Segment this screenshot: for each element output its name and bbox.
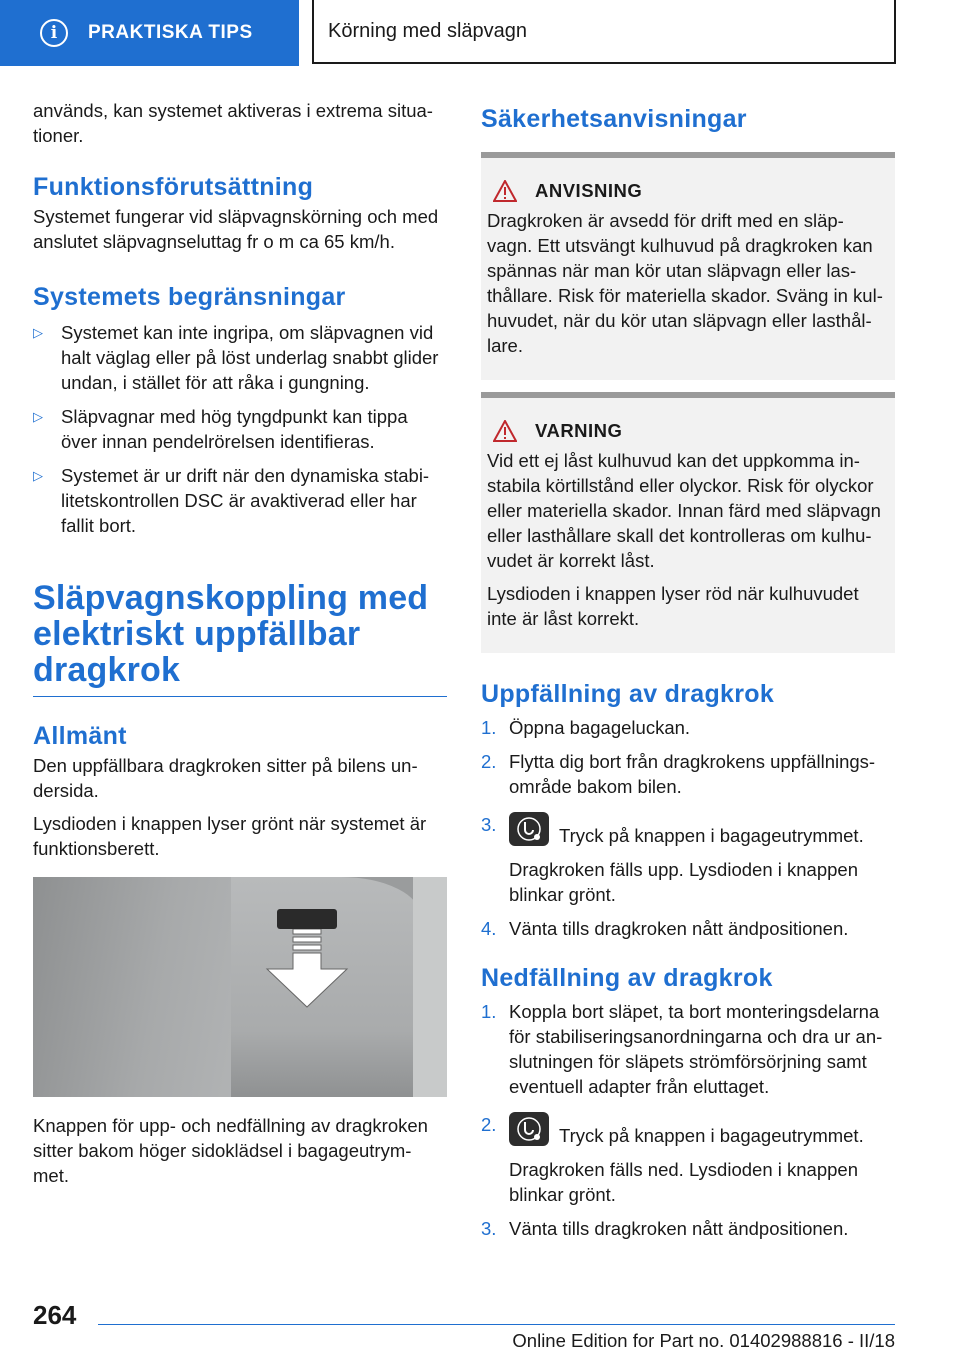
warning-box <box>481 392 895 653</box>
heading-begransningar: Systemets begränsningar <box>33 283 346 311</box>
edition-text: Online Edition for Part no. 01402988816 - II/18 <box>512 1330 895 1351</box>
notice-box <box>481 152 895 380</box>
tow-hook-button-icon <box>509 1112 549 1146</box>
limits-list <box>33 320 447 538</box>
list-item: 2. Tryck på knappen i bagageutrymmet. Dragkroken fälls ned. Lysdioden i knappen blinkar grönt. <box>481 1114 864 1205</box>
heading-nedfallning: Nedfällning av dragkrok <box>481 964 773 992</box>
heading-funktionsforutsattning: Funktionsförutsättning <box>33 173 314 201</box>
header-tab <box>0 0 299 66</box>
tow-hook-button-icon <box>509 812 549 846</box>
notice-title: ANVISNING <box>535 180 643 201</box>
warning-text-2: Lysdioden i knappen lyser röd när kulhuvudet inte är låst korrekt. <box>487 583 859 629</box>
info-icon: i <box>40 19 68 47</box>
list-item: ▷ Systemet kan inte ingripa, om släpvagnen vid halt väglag eller på löst underlag snabbt glider undan, i stället för att råka i gungning. <box>33 322 439 393</box>
page-number: 264 <box>33 1300 77 1330</box>
left-column <box>33 98 447 1188</box>
trunk-button <box>277 909 337 929</box>
notice-text: Dragkroken är avsedd för drift med en släp-vagn. Ett utsvängt kulhuvud på dragkroken kan spännas när man kör utan släpvagn eller las-thållare. Risk för materiella skador. Sväng in kul-huvudet, när du kör utan släpvagn eller lasthål-lare. <box>487 210 883 356</box>
section-title: Körning med släpvagn <box>312 0 896 64</box>
heading-uppfallning: Uppfällning av dragkrok <box>481 680 775 708</box>
footer-divider <box>98 1324 895 1325</box>
warning-triangle-icon <box>493 420 517 442</box>
general-text-2: Lysdioden i knappen lyser grönt när systemet är funktionsberett. <box>33 813 427 859</box>
list-item: ▷ Släpvagnar med hög tyngdpunkt kan tippa över innan pendelrörelsen identifieras. <box>33 406 408 452</box>
func-text: Systemet fungerar vid släpvagnskörning och med anslutet släpvagnseluttag fr o m ca 65 km/h. <box>33 206 439 252</box>
right-column <box>481 98 895 1250</box>
list-item: ▷ Systemet är ur drift när den dynamiska stabi-litetskontrollen DSC är avaktiverad eller har fallit bort. <box>33 465 430 536</box>
intro-text: används, kan systemet aktiveras i extrema situa-tioner. <box>33 100 433 146</box>
warning-triangle-icon <box>493 180 517 202</box>
list-item: 3. Vänta tills dragkroken nått ändpositionen. <box>481 1218 849 1239</box>
general-text-1: Den uppfällbara dragkroken sitter på bilens un-dersida. <box>33 755 418 801</box>
warning-text-1: Vid ett ej låst kulhuvud kan det uppkomma in-stabila körtillstånd eller olyckor. Risk för olyckor eller materiella skador. Innan färd med släpvagn eller lasthållare skall det kontrolleras om kulhu-vudet är korrekt låst. <box>487 450 881 571</box>
photo-caption: Knappen för upp- och nedfällning av dragkroken sitter bakom höger sidoklädsel i bagageutrym-met. <box>33 1115 428 1186</box>
list-item: 4. Vänta tills dragkroken nått ändpositionen. <box>481 918 849 939</box>
trunk-button-photo <box>33 877 447 1097</box>
down-arrow-icon <box>265 929 349 1009</box>
warning-title: VARNING <box>535 420 623 441</box>
heading-sakerhet: Säkerhetsanvisningar <box>481 105 747 133</box>
heading-allmant: Allmänt <box>33 722 127 750</box>
list-item: 1. Öppna bagageluckan. <box>481 717 691 738</box>
up-steps-list <box>481 715 895 941</box>
chapter-title: Släpvagnskoppling med elektriskt uppfällbar dragkrok <box>33 580 447 697</box>
list-item: 3. Tryck på knappen i bagageutrymmet. Dragkroken fälls upp. Lysdioden i knappen blinkar grönt. <box>481 814 864 905</box>
header-tab-label: PRAKTISKA TIPS <box>88 22 253 43</box>
down-steps-list <box>481 999 895 1241</box>
list-item: 2. Flytta dig bort från dragkrokens uppfällnings-område bakom bilen. <box>481 751 876 797</box>
triangle-bullet-icon: ▷ <box>33 468 43 483</box>
triangle-bullet-icon: ▷ <box>33 409 43 424</box>
list-item: 1. Koppla bort släpet, ta bort monteringsdelarna för stabiliseringsanordningarna och dra ur an-slutningen för släpets strömförsörjning samt eventuell adapter från eluttaget. <box>481 1001 883 1097</box>
triangle-bullet-icon: ▷ <box>33 325 43 340</box>
